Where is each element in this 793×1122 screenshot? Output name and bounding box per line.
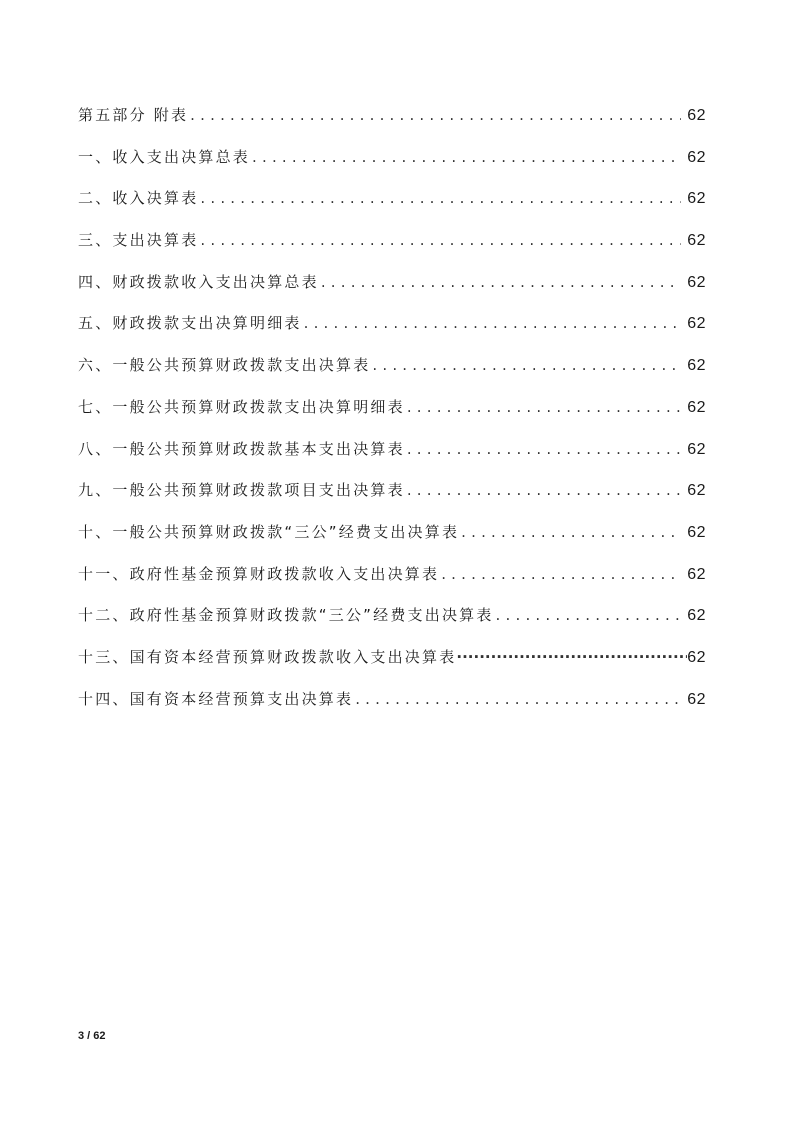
toc-entry-page: 62 [687,398,706,416]
toc-entry-title: 十、一般公共预算财政拨款“三公”经费支出决算表 [78,522,460,541]
toc-entry-title: 七、一般公共预算财政拨款支出决算明细表 [78,397,405,416]
toc-entry[interactable] [78,229,706,271]
toc-entry[interactable] [78,604,706,646]
toc-entry-title: 六、一般公共预算财政拨款支出决算表 [78,356,371,375]
toc-leader-dots [441,565,681,583]
toc-entry-page: 62 [687,273,706,291]
toc-entry[interactable] [78,688,706,730]
toc-leader-dots [200,231,681,249]
toc-entry-title: 二、收入决算表 [78,189,199,208]
toc-entry-page: 62 [687,482,706,500]
toc-entry-title: 八、一般公共预算财政拨款基本支出决算表 [78,439,405,458]
toc-entry-page: 62 [687,440,706,458]
toc-entry-page: 62 [687,523,706,541]
toc-entry[interactable] [78,354,706,396]
toc-leader-dots [372,356,681,374]
toc-entry-page: 62 [687,148,706,166]
toc-leader-dots [407,440,681,458]
page-number-indicator: 3 / 62 [78,1030,106,1042]
toc-leader-dots [407,481,681,499]
toc-entry[interactable] [78,563,706,605]
toc-entry-page: 62 [687,107,706,124]
toc-entry[interactable] [78,312,706,354]
toc-entry-title: 九、一般公共预算财政拨款项目支出决算表 [78,481,405,500]
toc-entry-title: 一、收入支出决算总表 [78,147,251,166]
toc-leader-dots [355,690,681,708]
toc-entry-title: 十二、政府性基金预算财政拨款“三公”经费支出决算表 [78,606,494,625]
toc-entry-page: 62 [687,315,706,333]
table-of-contents [78,104,706,729]
toc-entry[interactable] [78,479,706,521]
toc-entry[interactable] [78,104,706,146]
toc-leader-dots [496,606,682,624]
toc-leader-dots [456,648,687,666]
toc-leader-dots [304,314,682,332]
toc-entry-title: 四、财政拨款收入支出决算总表 [78,272,319,291]
toc-leader-dots [407,398,681,416]
toc-entry[interactable] [78,187,706,229]
toc-entry-title: 三、支出决算表 [78,231,199,250]
toc-entry-page: 62 [687,357,706,375]
toc-entry-title: 十四、国有资本经营预算支出决算表 [78,689,354,708]
toc-entry-page: 62 [687,607,706,625]
toc-leader-dots [200,189,681,207]
toc-entry[interactable] [78,146,706,188]
toc-entry-page: 62 [687,565,706,583]
toc-entry-title: 十三、国有资本经营预算财政拨款收入支出决算表 [78,647,457,666]
toc-entry-title: 五、财政拨款支出决算明细表 [78,314,302,333]
toc-entry[interactable] [78,646,706,688]
toc-entry[interactable] [78,438,706,480]
toc-entry-page: 62 [687,690,706,708]
toc-entry[interactable] [78,271,706,313]
toc-leader-dots [461,523,681,541]
toc-entry[interactable] [78,396,706,438]
toc-leader-dots [321,273,681,291]
toc-entry-title: 第五部分 附表 [78,106,189,124]
toc-leader-dots [252,148,681,166]
toc-entry-page: 62 [687,232,706,250]
toc-entry-title: 十一、政府性基金预算财政拨款收入支出决算表 [78,564,440,583]
toc-entry[interactable] [78,521,706,563]
toc-entry-page: 62 [687,648,706,666]
toc-leader-dots [190,106,681,124]
toc-entry-page: 62 [687,190,706,208]
